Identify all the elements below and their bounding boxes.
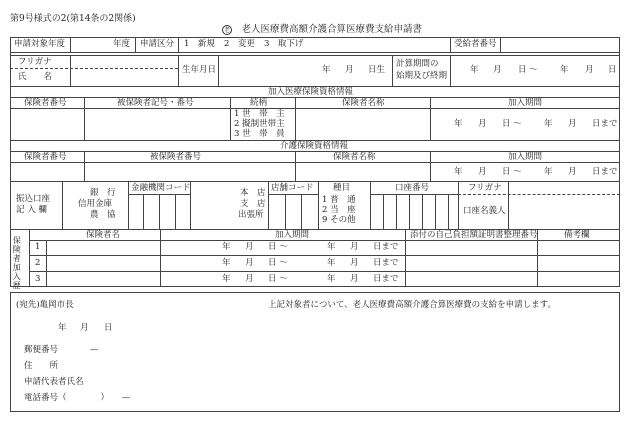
rel-head[interactable]: 1 世 帯 主 — [234, 109, 285, 119]
label-account-holder: 口座名義人 — [463, 206, 506, 216]
hist-row-2-no: 2 — [35, 258, 41, 268]
hist-row-3-end-year: 年 — [327, 274, 336, 284]
hist-row-3-no: 3 — [35, 274, 41, 284]
table-rule — [190, 181, 191, 229]
table-rule — [383, 194, 384, 229]
table-rule — [178, 37, 179, 52]
table-rule — [230, 97, 231, 140]
hist-row-1-end-day: 日まで — [373, 242, 399, 252]
care-start-year: 年 — [454, 167, 463, 177]
hist-row-2-start-month: 月 — [245, 258, 254, 268]
table-rule — [29, 240, 620, 241]
table-rule — [29, 229, 30, 287]
hist-col-period: 加入期間 — [275, 230, 310, 240]
label-branch-code: 店舗コード — [271, 183, 314, 193]
decl-year: 年 — [58, 323, 67, 333]
col-relationship: 続柄 — [250, 98, 268, 108]
care-col-insured-number: 被保険者番号 — [150, 152, 202, 162]
label-postal: 郵便番号 — [24, 345, 59, 355]
table-rule — [295, 97, 296, 140]
label-name: 氏 名 — [18, 72, 53, 82]
option-new[interactable]: 1 新規 — [184, 39, 215, 49]
type-other[interactable]: 9 その他 — [322, 215, 356, 225]
table-rule — [396, 194, 397, 229]
postal-dash: — — [90, 345, 99, 355]
table-rule — [10, 181, 620, 182]
table-rule — [268, 194, 318, 195]
table-rule — [218, 55, 219, 86]
birth-day: 日生 — [368, 65, 386, 75]
label-address: 住 所 — [24, 361, 59, 371]
hist-row-2-start-day: 日 〜 — [268, 258, 288, 268]
label-calc-period-1: 計算期間の — [396, 59, 439, 69]
table-rule — [405, 229, 406, 287]
table-rule — [301, 194, 302, 229]
table-rule — [10, 55, 620, 56]
table-rule — [178, 55, 179, 86]
care-col-insurer-number: 保険者番号 — [24, 152, 67, 162]
form-title: 老人医療費高額介護合算医療費支給申請書 — [241, 24, 423, 35]
hist-row-1-end-year: 年 — [327, 242, 336, 252]
care-col-enroll-period: 加入期間 — [508, 152, 543, 162]
label-account-type: 種目 — [333, 183, 351, 193]
hist-row-3-start-month: 月 — [245, 274, 254, 284]
care-end-day: 日まで — [592, 167, 618, 177]
care-col-insurer-name: 保険者名称 — [333, 152, 376, 162]
decl-day: 日 — [104, 323, 113, 333]
table-rule — [70, 55, 71, 86]
type-current[interactable]: 2 当 座 — [322, 205, 356, 215]
col-insurer-number: 保険者番号 — [24, 98, 67, 108]
table-rule — [10, 52, 620, 53]
table-rule — [159, 194, 160, 229]
table-rule — [422, 194, 423, 229]
section-care-insurance: 介護保険資格情報 — [280, 141, 349, 151]
branch-branch[interactable]: 支 店 — [240, 199, 266, 209]
table-rule — [435, 194, 436, 229]
label-representative: 申請代表者氏名 — [24, 377, 84, 387]
label-insurer-history: 保険者加入歴 — [12, 236, 22, 290]
calc-start-year: 年 — [470, 65, 479, 75]
hist-row-2-start-year: 年 — [222, 258, 231, 268]
kind-bank[interactable]: 銀 行 — [90, 188, 116, 198]
hist-row-2-end-day: 日まで — [373, 258, 399, 268]
rel-quasi-head[interactable]: 2 擬制世帯主 — [234, 119, 285, 129]
hist-row-1-start-month: 月 — [245, 242, 254, 252]
table-rule — [508, 181, 509, 229]
label-transfer-account: 振込口座 — [16, 194, 51, 204]
table-rule — [175, 194, 176, 229]
calc-end-year: 年 — [560, 65, 569, 75]
hist-row-2-end-year: 年 — [327, 258, 336, 268]
hist-row-1-start-year: 年 — [222, 242, 231, 252]
col-enroll-period: 加入期間 — [508, 98, 543, 108]
table-rule — [135, 37, 136, 52]
label-nendo: 年度 — [113, 39, 131, 49]
table-rule — [295, 151, 296, 181]
med-end-month: 月 — [568, 119, 577, 129]
label-calc-period-2: 始期及び終期 — [396, 71, 448, 81]
care-end-month: 月 — [568, 167, 577, 177]
label-account-number: 口座番号 — [395, 183, 430, 193]
hist-row-3-start-day: 日 〜 — [268, 274, 288, 284]
med-start-day: 日 〜 — [502, 119, 522, 129]
table-rule — [128, 181, 129, 229]
option-cancel[interactable]: 3 取下げ — [264, 39, 304, 49]
branch-office[interactable]: 出張所 — [238, 210, 264, 220]
label-bank-code: 金融機関コード — [131, 183, 191, 193]
table-rule — [370, 181, 371, 229]
table-rule — [143, 194, 144, 229]
care-end-year: 年 — [544, 167, 553, 177]
care-start-day: 日 〜 — [502, 167, 522, 177]
med-start-month: 月 — [478, 119, 487, 129]
label-birthdate: 生年月日 — [182, 65, 217, 75]
table-rule — [84, 151, 85, 181]
table-rule — [409, 194, 410, 229]
hist-col-cert: 添付の自己負担額証明書整理番号 — [410, 230, 538, 240]
col-insurer-name: 保険者名称 — [342, 98, 385, 108]
calc-end-day: 日 — [608, 65, 617, 75]
col-insured-symbol: 被保険者記号・番号 — [117, 98, 194, 108]
form-number: 第9号様式の2(第14条の2関係) — [10, 14, 136, 24]
hist-row-1-start-day: 日 〜 — [268, 242, 288, 252]
table-rule — [500, 37, 501, 52]
hist-row-1-end-month: 月 — [350, 242, 359, 252]
hist-row-1-no: 1 — [35, 242, 41, 252]
decl-month: 月 — [80, 323, 89, 333]
med-end-year: 年 — [544, 119, 553, 129]
label-year: 申請対象年度 — [14, 39, 66, 49]
calc-start-month: 月 — [493, 65, 502, 75]
label-entry-field: 記 入 欄 — [16, 205, 47, 215]
table-rule — [46, 240, 47, 287]
table-rule — [448, 194, 449, 229]
table-rule — [450, 55, 451, 86]
label-phone: 電話番号（ ） — — [24, 393, 131, 403]
table-rule — [537, 229, 538, 287]
branch-head[interactable]: 本 店 — [240, 188, 266, 198]
table-rule — [70, 37, 71, 52]
table-rule — [430, 151, 431, 181]
label-recipient-number: 受給者番号 — [454, 39, 497, 49]
calc-start-day: 日 〜 — [518, 65, 538, 75]
table-rule — [84, 97, 85, 140]
table-rule — [62, 181, 63, 229]
table-rule — [10, 108, 620, 109]
med-end-day: 日まで — [592, 119, 618, 129]
form-title-line — [222, 25, 422, 36]
hist-col-remarks: 備考欄 — [564, 230, 590, 240]
table-rule — [285, 194, 286, 229]
seal-mark: 老 — [223, 27, 230, 34]
addressee: (宛先)亀岡市長 — [16, 300, 74, 310]
label-account-furigana: フリガナ — [468, 183, 502, 193]
table-rule — [450, 37, 451, 52]
hist-row-3-start-year: 年 — [222, 274, 231, 284]
calc-end-month: 月 — [585, 65, 594, 75]
birth-month: 月 — [345, 65, 354, 75]
table-rule — [10, 162, 620, 163]
declaration-text: 上記対象者について、老人医療費高額介護合算医療費の支給を申請します。 — [268, 300, 556, 310]
table-rule — [430, 97, 431, 140]
hist-row-3-end-month: 月 — [350, 274, 359, 284]
table-rule — [458, 181, 459, 229]
table-rule — [318, 181, 319, 229]
kind-shinkin[interactable]: 信用金庫 — [78, 199, 113, 209]
option-change[interactable]: 2 変更 — [224, 39, 255, 49]
table-rule — [29, 255, 620, 256]
hist-row-2-end-month: 月 — [350, 258, 359, 268]
table-rule — [10, 68, 178, 69]
section-medical-insurance: 加入医療保険資格情報 — [268, 87, 354, 97]
table-rule — [458, 194, 620, 195]
hist-row-3-end-day: 日まで — [373, 274, 399, 284]
label-kubun: 申請区分 — [140, 39, 175, 49]
rel-member[interactable]: 3 世 帯 員 — [234, 129, 285, 139]
table-rule — [29, 271, 620, 272]
care-start-month: 月 — [478, 167, 487, 177]
table-rule — [160, 229, 161, 287]
kind-nokyo[interactable]: 農 協 — [90, 210, 116, 220]
label-furigana: フリガナ — [18, 57, 52, 67]
med-start-year: 年 — [454, 119, 463, 129]
birth-year: 年 — [322, 65, 331, 75]
table-rule — [392, 55, 393, 86]
hist-col-insurer: 保険者名 — [86, 230, 121, 240]
table-rule — [268, 181, 269, 229]
type-ordinary[interactable]: 1 普 通 — [322, 195, 356, 205]
